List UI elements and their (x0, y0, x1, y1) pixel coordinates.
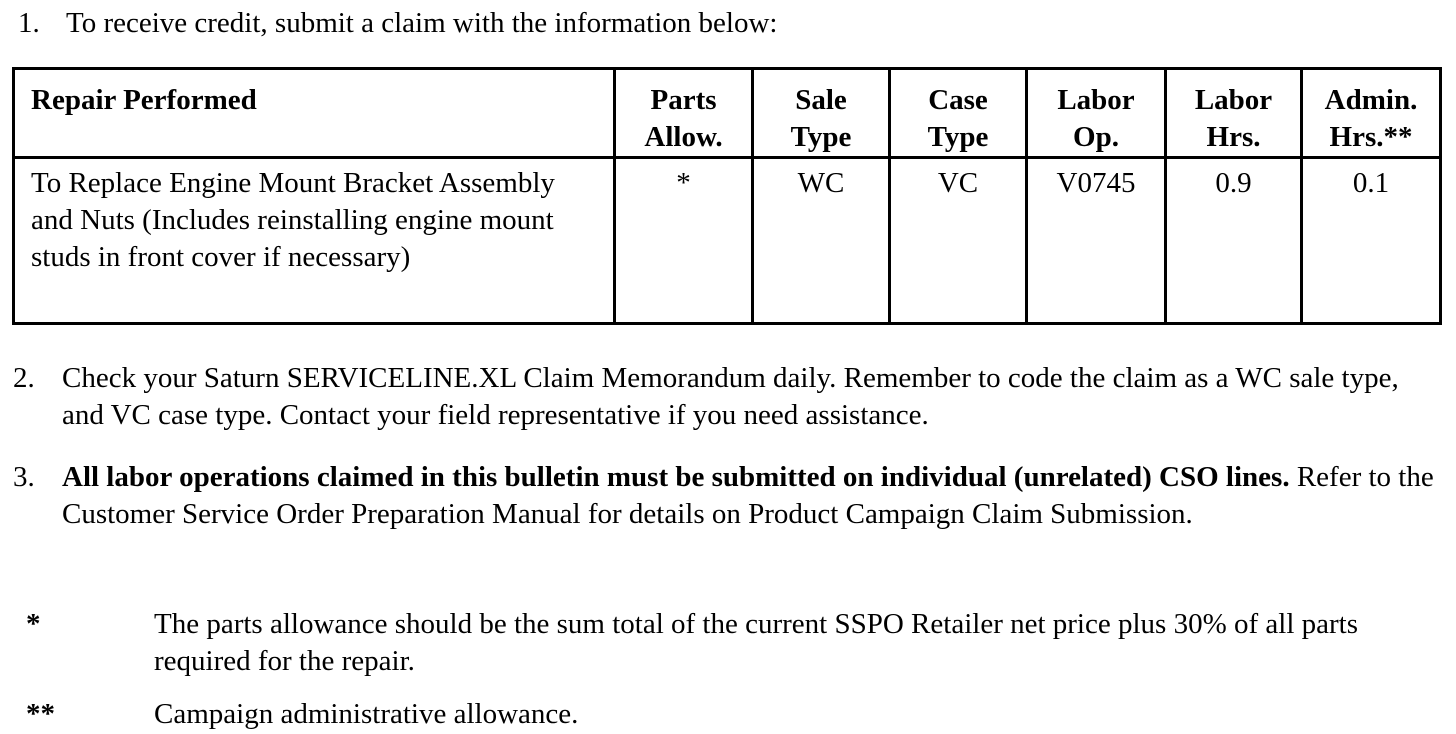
footnote-1-mark: * (26, 608, 41, 640)
header-labor-op (1027, 69, 1166, 158)
header-case-line2: Type (927, 121, 989, 153)
header-parts-line1: Parts (650, 84, 717, 116)
step-1-text: To receive credit, submit a claim with the information below: (66, 7, 778, 39)
claim-table (12, 67, 1442, 325)
header-repair-performed (14, 69, 615, 158)
cell-labor-hrs: 0.9 (1166, 158, 1302, 324)
header-parts-allow (615, 69, 753, 158)
cell-repair-performed: To Replace Engine Mount Bracket Assembly and Nuts (Includes reinstalling engine mount studs in front cover if necessary) (14, 158, 615, 324)
header-laborhrs-line2: Hrs. (1206, 121, 1261, 153)
header-repair-label: Repair Performed (31, 84, 257, 116)
cell-admin-hrs: 0.1 (1302, 158, 1441, 324)
footnote-2-mark: ** (26, 698, 55, 730)
step-1-number: 1. (18, 7, 40, 39)
cell-sale-type: WC (753, 158, 890, 324)
cell-case-type: VC (890, 158, 1027, 324)
header-laborop-line1: Labor (1057, 84, 1135, 116)
header-sale-line1: Sale (795, 84, 847, 116)
step-3-text-block (62, 459, 1442, 533)
header-admin-line1: Admin. (1324, 84, 1418, 116)
header-admin-hrs (1302, 69, 1441, 158)
step-2-text: Check your Saturn SERVICELINE.XL Claim Memorandum daily. Remember to code the claim as a WC sale type, and VC case type. Contact your field representative if you need assistance. (62, 362, 1399, 431)
header-admin-line2: Hrs.** (1329, 121, 1413, 153)
cell-labor-op: V0745 (1027, 158, 1166, 324)
footnote-2-text: Campaign administrative allowance. (154, 698, 579, 730)
cell-parts-allow: * (615, 158, 753, 324)
step-3-text: Refer to the Customer Service Order Preparation Manual for details on Product Campaign Claim Submission. (62, 461, 1434, 530)
header-case-line1: Case (928, 84, 988, 116)
header-parts-line2: Allow. (644, 121, 723, 153)
header-labor-hrs (1166, 69, 1302, 158)
step-3-bold-text: All labor operations claimed in this bulletin must be submitted on individual (unrelated) CSO lines. (62, 461, 1290, 493)
header-sale-line2: Type (790, 121, 852, 153)
footnote-1-text: The parts allowance should be the sum total of the current SSPO Retailer net price plus 30% of all parts required for the repair. (154, 608, 1358, 677)
header-case-type (890, 69, 1027, 158)
header-laborop-line2: Op. (1073, 121, 1119, 153)
step-2-number: 2. (13, 362, 35, 394)
header-laborhrs-line1: Labor (1194, 84, 1273, 116)
table-row (14, 158, 1441, 324)
table-header-row (14, 69, 1441, 158)
header-sale-type (753, 69, 890, 158)
step-3-number: 3. (13, 461, 35, 493)
